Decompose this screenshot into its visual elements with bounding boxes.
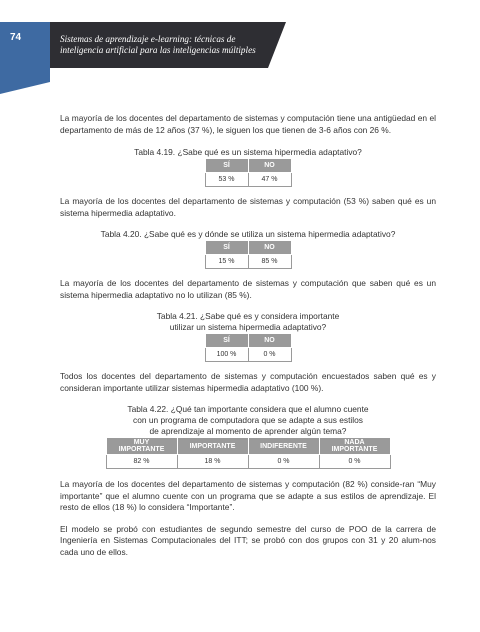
paragraph-know-hypermedia: La mayoría de los docentes del departamento de sistemas y computación (53 %) saben qué es un sistema hipermedia adaptativo. [60, 196, 436, 218]
paragraph-very-important: La mayoría de los docentes del departamento de sistemas y computación (82 %) conside-ran “Muy importante” que el alumno cuente con un programa que se adapte a sus estilos de aprendizaje. El resto de ellos (18 %) lo considera “Importante”. [60, 479, 436, 512]
header-title-line-1: Sistemas de aprendizaje e-learning: técnicas de [60, 34, 236, 44]
running-header-title [60, 34, 270, 56]
paragraph-model-tested: El modelo se probó con estudiantes de segundo semestre del curso de POO de la carrera de Ingeniería en Sistemas Computacionales del ITT; se probó con dos grupos con 31 y 20 alum-nos cada uno de ellos. [60, 523, 436, 557]
table-4-20-caption: Tabla 4.20. ¿Sabe qué es y dónde se utiliza un sistema hipermedia adaptativo? [100, 229, 396, 239]
table-4-21-caption [60, 311, 436, 333]
caption-line: utilizar un sistema hipermedia adaptativo? [169, 322, 327, 332]
table-header-cell: NO [248, 334, 291, 348]
table-cell: 0 % [248, 348, 291, 362]
page-number: 74 [10, 32, 22, 43]
paragraph-seniority: La mayoría de los docentes del departamento de sistemas y computación tiene una antigüedad en el departamento de más de 12 años (37 %), le siguen los que tienen de 3-6 años con 26 %. [60, 113, 436, 135]
table-4-22-caption [60, 404, 436, 437]
caption-line: de aprendizaje al momento de aprender algún tema? [149, 426, 347, 436]
table-header-cell: NO [248, 241, 291, 255]
table-header-cell: NADA IMPORTANTE [319, 438, 390, 455]
table-cell: 53 % [205, 173, 248, 187]
caption-line: con un programa de computadora que se adapte a sus estilos [133, 415, 363, 425]
table-4-19-caption: Tabla 4.19. ¿Sabe qué es un sistema hipermedia adaptativo? [134, 147, 362, 157]
table-header-cell: INDIFERENTE [248, 438, 319, 455]
table-cell: 0 % [319, 455, 390, 469]
caption-line: Tabla 4.22. ¿Qué tan importante considera que el alumno cuente [127, 404, 369, 414]
paragraph-all-consider-important: Todos los docentes del departamento de sistemas y computación encuestados saben qué es y consideran importante utilizar sistemas hipermedia adaptativo (100 %). [60, 371, 436, 393]
table-cell: 18 % [177, 455, 248, 469]
table-header-cell: SÍ [205, 159, 248, 173]
header-title-line-2: inteligencia artificial para las inteligencias múltiples [60, 45, 256, 55]
table-4-19 [205, 158, 292, 187]
table-cell: 47 % [248, 173, 291, 187]
table-4-21 [205, 333, 292, 362]
table-cell: 0 % [248, 455, 319, 469]
table-4-22 [106, 437, 391, 469]
table-cell: 100 % [205, 348, 248, 362]
table-cell: 82 % [106, 455, 177, 469]
page-number-tab-fold [0, 82, 50, 94]
page-body [60, 113, 436, 558]
table-header-cell: IMPORTANTE [177, 438, 248, 455]
table-cell: 85 % [248, 255, 291, 269]
caption-line: Tabla 4.21. ¿Sabe qué es y considera importante [156, 311, 340, 321]
table-header-cell: MUY IMPORTANTE [106, 438, 177, 455]
table-header-cell: NO [248, 159, 291, 173]
table-cell: 15 % [205, 255, 248, 269]
table-header-cell: SÍ [205, 241, 248, 255]
table-header-cell: SÍ [205, 334, 248, 348]
paragraph-not-using: La mayoría de los docentes del departamento de sistemas y computación que saben qué es un sistema hipermedia adaptativo no lo utilizan (85 %). [60, 278, 436, 300]
header-band-tip [268, 22, 286, 68]
table-4-20 [205, 240, 292, 269]
page-number-tab [0, 22, 50, 82]
